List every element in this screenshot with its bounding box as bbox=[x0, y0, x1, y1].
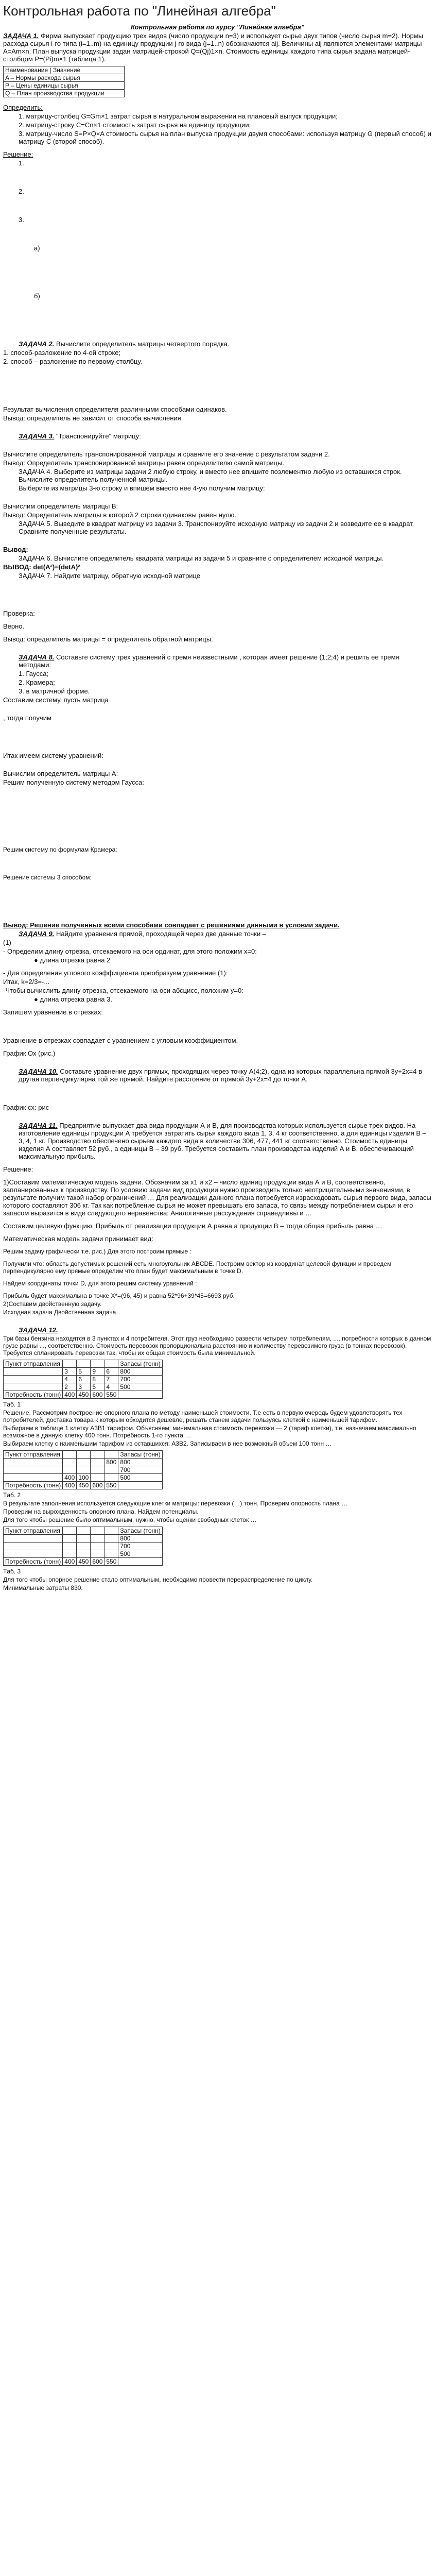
table2-caption: Тaб. 2 bbox=[3, 1492, 21, 1499]
solution-label: Решение: bbox=[3, 150, 33, 158]
table-cell: 800 bbox=[118, 1459, 162, 1466]
table-header-cell: Запасы (тонн) bbox=[118, 1527, 162, 1535]
task3-calc: Вычислим определитель матрицы В: bbox=[3, 502, 118, 510]
table-row bbox=[4, 1383, 163, 1391]
task1-item: 2. матрицу-строку C=Cn×1 стоимость затрат сырья на единицу продукции; bbox=[19, 121, 251, 129]
table-row bbox=[4, 1391, 163, 1399]
table-header-cell: Запасы (тонн) bbox=[118, 1360, 162, 1368]
task7-text: ЗАДАЧА 7. Найдите матрицу, обратную исходной матрице bbox=[19, 572, 201, 580]
task8-text: Составьте систему трех уравнений с тремя неизвестными , которая имеет решение (1;2;4) и решить ее тремя методами: bbox=[19, 653, 399, 669]
table-cell: 700 bbox=[118, 1466, 162, 1474]
task1-text: Фирма выпускает продукцию трех видов (число продукции n=3) и использует сырье двух типов (число сырья m=2). Нормы расхода сырья i-го типа (i=1..m) на единицу продукции j-го вида (j=1..n) обозначаются aij. Величины aij являются элементами матрицы A=Am×n. План выпуска продукции задан матрицей-строкой Q=(Qj)1×n. Стоимость единицы каждого типа сырья задана матрицей-столбцом P=(Pi)m×1 (таблица 1). bbox=[3, 32, 423, 63]
meaning-row: P – Цены единицы сырья bbox=[4, 82, 125, 90]
task9-graph: График Ох (рис.) bbox=[3, 1049, 56, 1057]
table-cell bbox=[104, 1543, 118, 1550]
transport-table-3 bbox=[3, 1527, 163, 1566]
table-header-cell: Пункт отправления bbox=[4, 1451, 63, 1459]
task6-conclusion: ВЫВОД: det(A²)=(detA)² bbox=[3, 563, 80, 571]
task3-item: Выберите из матрицы 3-ю строку и впишем вместо нее 4-ую получим матрицу: bbox=[19, 484, 265, 492]
task5-conclusion: Вывод: bbox=[3, 546, 28, 553]
table-cell bbox=[77, 1543, 91, 1550]
table-header-cell bbox=[77, 1527, 91, 1535]
table-header-cell bbox=[91, 1527, 104, 1535]
task3-label: ЗАДАЧА 3. bbox=[19, 432, 55, 440]
table-cell bbox=[4, 1543, 63, 1550]
table3-caption: Тaб. 3 bbox=[3, 1568, 21, 1575]
table-cell bbox=[104, 1474, 118, 1482]
task9-k: Итак, k=2/3=-... bbox=[3, 978, 50, 986]
solution-item: 2. bbox=[19, 188, 24, 195]
transport-table-1 bbox=[3, 1360, 163, 1399]
task8-kramer-result: Решение системы 3 способом: bbox=[3, 874, 92, 881]
table-cell: Потребность (тонн) bbox=[4, 1482, 63, 1489]
table-cell: 550 bbox=[104, 1391, 118, 1399]
task12-p6: Для того чтобы решение было оптимальным, нужно, чтобы оценки свободных клеток … bbox=[3, 1516, 257, 1523]
task11-p9: Исходная задача Двойственная задача bbox=[3, 1309, 116, 1316]
table-cell: 450 bbox=[77, 1391, 91, 1399]
table-cell: 500 bbox=[118, 1550, 162, 1558]
table-cell: 500 bbox=[118, 1474, 162, 1482]
task8-label: ЗАДАЧА 8. bbox=[19, 653, 55, 661]
task10-graph: График сх: рис bbox=[3, 1104, 49, 1111]
table-cell bbox=[4, 1459, 63, 1466]
solution-item: 3. bbox=[19, 216, 24, 224]
task8-method: 2. Крамера; bbox=[19, 679, 55, 686]
table-header-cell bbox=[63, 1360, 77, 1368]
task11-p1: 1)Составим математическую модель задачи. Обозначим за x1 и x2 – число единиц продукции вида А и В, соответственно, запланированных к производству. По условию задачи вид продукции нужно производить только неотрицательными значениями, в результате получим такой набор ограничений … Для реализации данного плана потребуется израсходовать сырья первого вида, запасы которого составляют 306 кг. Так как потребление сырья не может превышать его запаса, то связь между потреблением сырья и его запасом выразится в виде следующего неравенства: Аналогичные рассуждения справедливы и … bbox=[3, 1178, 431, 1217]
table-cell bbox=[91, 1474, 104, 1482]
task1-label: ЗАДАЧА 1. bbox=[3, 32, 39, 40]
table-header-cell bbox=[104, 1527, 118, 1535]
table-header-cell bbox=[63, 1451, 77, 1459]
table-cell bbox=[63, 1466, 77, 1474]
task1-item: 3. матрицу-число S=P×Q×A стоимость сырья на план выпуска продукции двумя способами: используя матрицу G (первый способ) и матрицу C (второй способ). bbox=[19, 130, 431, 145]
table-cell: 600 bbox=[91, 1482, 104, 1489]
task10-text: Составьте уравнение двух прямых, проходящих через точку А(4;2), одна из которых параллельна прямой 3y+2x=4 в другая перпендикулярна той же прямой. Найдите расстояние от прямой 3y+2x=4 до точки А. bbox=[19, 1067, 422, 1083]
table-cell bbox=[63, 1543, 77, 1550]
task9-canon: - Определим длину отрезка, отсекаемого на оси ординат, для этого положим x=0: bbox=[3, 947, 257, 955]
table-cell bbox=[91, 1543, 104, 1550]
task12-label: ЗАДАЧА 12. bbox=[19, 1326, 58, 1334]
task9-label: ЗАДАЧА 9. bbox=[19, 930, 55, 938]
table-cell: 450 bbox=[77, 1482, 91, 1489]
table-cell bbox=[63, 1550, 77, 1558]
table-cell bbox=[104, 1535, 118, 1543]
table-cell: 7 bbox=[104, 1376, 118, 1383]
task8-gauss-method: Решим полученную систему методом Гаусса: bbox=[3, 778, 144, 786]
table-cell: 600 bbox=[91, 1391, 104, 1399]
table-cell: 4 bbox=[63, 1376, 77, 1383]
check-conclusion: Вывод: определитель матрицы = определитель обратной матрицы. bbox=[3, 635, 213, 643]
task11-p7: Прибыль будет максимальна в точке X*=(96, 45) и равна 52*96+39*45=6693 руб. bbox=[3, 1292, 235, 1299]
table3-wrap bbox=[3, 1527, 432, 1566]
task11-p3: Математическая модель задачи принимает вид: bbox=[3, 1235, 153, 1243]
table-cell bbox=[77, 1550, 91, 1558]
table-cell bbox=[4, 1466, 63, 1474]
table-cell bbox=[91, 1550, 104, 1558]
doc-subtitle: Контрольная работа по курсу "Линейная алгебра" bbox=[130, 23, 305, 31]
table-cell: 5 bbox=[91, 1383, 104, 1391]
table-header-cell bbox=[91, 1451, 104, 1459]
table-cell: 700 bbox=[118, 1543, 162, 1550]
table2-wrap bbox=[3, 1450, 432, 1489]
final-conclusion bbox=[3, 921, 432, 929]
task3-text: "Транспонируйте" матрицу: bbox=[56, 432, 141, 440]
task9-len: -Чтобы вычислить длину отрезка, отсекаемого на оси абсцисс, положим y=0: bbox=[3, 987, 243, 994]
page-title: Контрольная работа по "Линейная алгебра" bbox=[3, 3, 276, 19]
task12-p8: Минимальные затраты 830. bbox=[3, 1584, 83, 1591]
table-cell: 700 bbox=[118, 1376, 162, 1383]
task11-label: ЗАДАЧА 11. bbox=[19, 1122, 58, 1129]
task9-text: Найдите уравнения прямой, проходящей через две данные точки – bbox=[56, 930, 266, 938]
table-cell bbox=[77, 1466, 91, 1474]
task12-p2: Выбираем в таблице 1 клетку A3B1 тарифом. Объясняем: минимальная стоимость перевозки — 2 (тариф клетки), т.е. назначаем максимально возможное в данную клетку 400 тонн. Потребность 1-го пункта … bbox=[3, 1425, 416, 1439]
task10-paragraph bbox=[19, 1067, 432, 1083]
task3-item: Вывод: Определитель транспонированной матрицы равен определителю самой матрицы. bbox=[3, 459, 285, 467]
task9-plot1: Уравнение в отрезках совпадает с уравнением с угловым коэффициентом. bbox=[3, 1037, 238, 1044]
final-conclusion-text: Вывод: Решение полученных всеми способами совпадает с решениями данными в условии задачи. bbox=[3, 921, 340, 929]
task12-p5: Проверим на вырожденность опорного плана. Найдем потенциалы. bbox=[3, 1508, 199, 1515]
determine-label: Определить: bbox=[3, 104, 43, 111]
task5-text: ЗАДАЧА 5. Выведите в квадрат матрицу из задачи 3. Транспонируйте исходную матрицу из задачи 2 и возведите ее в квадрат. Сравните полученные результаты. bbox=[19, 520, 414, 535]
table-cell: 5 bbox=[77, 1368, 91, 1376]
table-cell: 9 bbox=[91, 1368, 104, 1376]
table-cell: 3 bbox=[77, 1383, 91, 1391]
table-cell: 6 bbox=[104, 1368, 118, 1376]
table-cell bbox=[91, 1459, 104, 1466]
task2-conclusion: Вывод: определитель не зависит от способа вычисления. bbox=[3, 414, 183, 422]
task11-p8: 2)Составим двойственную задачу. bbox=[3, 1300, 102, 1308]
table-cell bbox=[4, 1474, 63, 1482]
meaning-row: A – Нормы расхода сырья bbox=[4, 74, 125, 82]
task1-paragraph bbox=[3, 32, 432, 63]
task12-p7: Для того чтобы опорное решение стало оптимальным, необходимо провести перераспределение по циклу. bbox=[3, 1576, 313, 1583]
task2-item: 1. способ-разложение по 4-ой строке; bbox=[3, 349, 121, 357]
table-cell bbox=[104, 1466, 118, 1474]
table-header-cell: Запасы (тонн) bbox=[118, 1451, 162, 1459]
table-cell bbox=[63, 1535, 77, 1543]
task11-solution-label: Решение: bbox=[3, 1165, 33, 1173]
meaning-row: Q – План производства продукции bbox=[4, 90, 125, 97]
table-cell bbox=[77, 1459, 91, 1466]
table-cell: 3 bbox=[63, 1368, 77, 1376]
solution-item: б) bbox=[34, 292, 40, 300]
check-verno: Верно. bbox=[3, 622, 25, 630]
table-cell: 600 bbox=[91, 1558, 104, 1566]
table-header-cell bbox=[104, 1360, 118, 1368]
table-cell bbox=[4, 1368, 63, 1376]
table-header-cell: Пункт отправления bbox=[4, 1527, 63, 1535]
task8-gauss-label: Итак имеем систему уравнений: bbox=[3, 752, 103, 759]
table-row bbox=[4, 1543, 163, 1550]
table-row bbox=[4, 1550, 163, 1558]
task8-paragraph bbox=[19, 653, 432, 669]
task8-method: 3. в матричной форме. bbox=[19, 687, 90, 695]
table-row bbox=[4, 1368, 163, 1376]
task12-p3: Выбираем клетку с наименьшим тарифом из оставшихся: A3B2. Записываем в нее возможный объем 100 тонн … bbox=[3, 1440, 332, 1447]
task9-res1: ● длина отрезка равна 2 bbox=[34, 956, 111, 964]
table-cell: 2 bbox=[63, 1383, 77, 1391]
table-cell: 800 bbox=[104, 1459, 118, 1466]
solution-item: a) bbox=[34, 244, 40, 252]
table-row bbox=[4, 1535, 163, 1543]
task3-paragraph bbox=[19, 432, 432, 440]
table-cell: 400 bbox=[63, 1482, 77, 1489]
table-header-cell: Пункт отправления bbox=[4, 1360, 63, 1368]
table-row bbox=[4, 1376, 163, 1383]
task12-label-line bbox=[19, 1326, 432, 1334]
table-cell: Потребность (тонн) bbox=[4, 1558, 63, 1566]
table-header-cell bbox=[104, 1451, 118, 1459]
task9-line: - Для определения углового коэффициента преобразуем уравнение (1): bbox=[3, 969, 228, 977]
table-cell bbox=[118, 1482, 162, 1489]
task11-p5: Получили что: область допустимых решений есть многоугольник ABCDE. Построим вектор из координат целевой функции и проведем перпендикулярно ему прямые определим что план будет максимальным в точке D. bbox=[3, 1260, 392, 1275]
task11-p2: Составим целевую функцию. Прибыль от реализации продукции А равна а продукции В – тогда общая прибыль равна … bbox=[3, 1222, 382, 1230]
task9-paragraph bbox=[19, 930, 432, 938]
task9-pts: (1) bbox=[3, 939, 11, 946]
table-header-cell bbox=[77, 1451, 91, 1459]
table-header-cell bbox=[77, 1360, 91, 1368]
transport-table-2 bbox=[3, 1450, 163, 1489]
table-cell: 8 bbox=[91, 1376, 104, 1383]
task3-item: ЗАДАЧА 4. Выберите из матрицы задачи 2 любую строку, и вместо нее впишите поэлементно любую из оставшихся строк. Вычислите определитель полученной матрицы. bbox=[19, 468, 402, 483]
table-row bbox=[4, 1459, 163, 1466]
task3-item: Вычислите определитель транспонированной матрицы и сравните его значение с результатом задачи 2. bbox=[3, 450, 330, 458]
task2-paragraph bbox=[19, 340, 432, 348]
task12-text: Три базы бензина находятся в 3 пунктах и 4 потребителя. Этот груз необходимо развести четырем потребителям, ..., потребности которых в данном грузе равны ..., соответственно. Стоимость перевозок пропорциональна расстоянию и количеству перевозимого груза (в тоннах перевозок). Требуется спланировать перевозки так, чтобы их общая стоимость была минимальной. bbox=[3, 1335, 431, 1357]
table1-caption: Тaб. 1 bbox=[3, 1401, 21, 1408]
table-cell: 400 bbox=[63, 1391, 77, 1399]
table-cell bbox=[118, 1391, 162, 1399]
meaning-table-header: Наименование | Значение bbox=[4, 66, 125, 74]
table-cell bbox=[118, 1558, 162, 1566]
table-cell bbox=[63, 1459, 77, 1466]
task8-kramer: Решим систему по формулам Крамера: bbox=[3, 846, 117, 853]
table-cell: 400 bbox=[63, 1558, 77, 1566]
meaning-table bbox=[3, 66, 125, 97]
table-cell: 450 bbox=[77, 1558, 91, 1566]
task9-write: Запишем уравнение в отрезках: bbox=[3, 1008, 103, 1016]
table-cell bbox=[91, 1535, 104, 1543]
table-header-cell bbox=[91, 1360, 104, 1368]
table-cell: 550 bbox=[104, 1482, 118, 1489]
table-cell: 800 bbox=[118, 1368, 162, 1376]
table-cell: 400 bbox=[63, 1474, 77, 1482]
table-cell: 4 bbox=[104, 1383, 118, 1391]
task12-p1: Решение. Рассмотрим построение опорного плана по методу наименьшей стоимости. Т.е есть в первую очередь будем удовлетворять тех потребителей, доставка товара к которым обходится дешевле, решать станем задачи пользуясь клеткой с наименьшей тарифом. bbox=[3, 1409, 403, 1423]
task11-p4: Решим задачу графически т.е. рис.) Для этого построим прямые : bbox=[3, 1248, 191, 1255]
table1-wrap bbox=[3, 1360, 432, 1399]
table-cell: 500 bbox=[118, 1383, 162, 1391]
table-cell: 550 bbox=[104, 1558, 118, 1566]
table-cell bbox=[4, 1550, 63, 1558]
task9-res2: ● длина отрезка равна 3. bbox=[34, 995, 112, 1003]
task10-label: ЗАДАЧА 10. bbox=[19, 1067, 58, 1075]
table-row bbox=[4, 1482, 163, 1489]
task8-system: Составим систему, пусть матрица bbox=[3, 696, 109, 704]
table-row bbox=[4, 1558, 163, 1566]
task8-gauss-calc: Вычислим определитель матрицы А: bbox=[3, 770, 118, 777]
check-label: Проверка: bbox=[3, 609, 35, 617]
task11-p6: Найдем координаты точки D, для этого решим систему уравнений : bbox=[3, 1280, 197, 1287]
task1-item: 1. матрицу-столбец G=Gm×1 затрат сырья в натуральном выражении на плановый выпуск продукции; bbox=[19, 112, 338, 120]
table-cell bbox=[4, 1535, 63, 1543]
task2-label: ЗАДАЧА 2. bbox=[19, 340, 55, 348]
table-cell: 6 bbox=[77, 1376, 91, 1383]
task11-text: Предприятие выпускает два вида продукции А и В, для производства которых используется сырье трех видов. На изготовление единицы продукции А требуется затратить сырья каждого вида 1, 3, 4 кг соответственно, а для единицы изделия В – 3, 4, 1 кг. Производство обеспечено сырьем каждого вида в количестве 306, 477, 441 кг соответственно. Стоимость единицы изделия А составляет 52 руб., а единицы В – 39 руб. Требуется составить план производства изделий А и В, обеспечивающий максимальную прибыль. bbox=[19, 1122, 426, 1160]
table-cell bbox=[77, 1535, 91, 1543]
table-cell: 100 bbox=[77, 1474, 91, 1482]
table-header-cell bbox=[63, 1527, 77, 1535]
task12-p4: В результате заполнения используется следующие клетки матрицы: перевозки (…) тонн. Проверим опорность плана … bbox=[3, 1500, 348, 1507]
table-cell bbox=[91, 1466, 104, 1474]
table-cell bbox=[4, 1383, 63, 1391]
task8-then: , тогда получим bbox=[3, 714, 51, 722]
table-cell bbox=[4, 1376, 63, 1383]
task2-result: Результат вычисления определителя различными способами одинаков. bbox=[3, 405, 227, 413]
task2-item: 2. способ – разложение по первому столбцу. bbox=[3, 358, 143, 365]
table-cell bbox=[104, 1550, 118, 1558]
task11-paragraph bbox=[19, 1122, 432, 1160]
task6-text: ЗАДАЧА 6. Вычислите определитель квадрата матрицы из задачи 5 и сравните с определителем исходной матрицы. bbox=[19, 554, 384, 562]
table-row bbox=[4, 1474, 163, 1482]
table-cell: 800 bbox=[118, 1535, 162, 1543]
table-row bbox=[4, 1466, 163, 1474]
table-cell: Потребность (тонн) bbox=[4, 1391, 63, 1399]
task2-text: Вычислите определитель матрицы четвертого порядка. bbox=[56, 340, 230, 348]
task8-method: 1. Гаусса; bbox=[19, 670, 49, 677]
solution-item: 1. bbox=[19, 159, 24, 167]
task3-conclusion: Вывод: Определитель матрицы в которой 2 строки одинаковы равен нулю. bbox=[3, 511, 237, 519]
